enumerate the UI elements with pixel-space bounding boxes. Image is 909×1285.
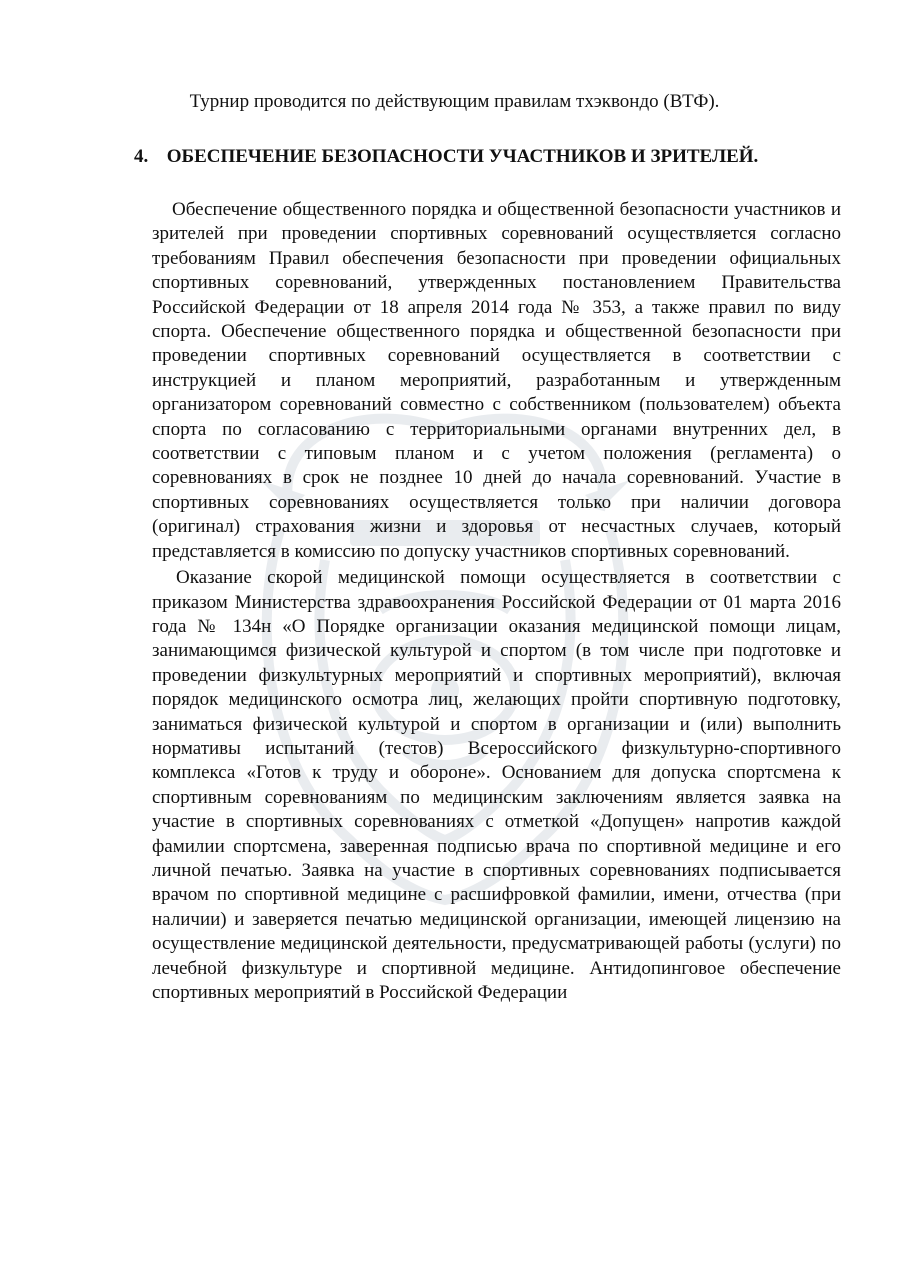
section-number: 4. <box>134 146 149 167</box>
section-heading <box>134 143 854 171</box>
paragraph-safety: Обеспечение общественного порядка и общественной безопасности участников и зрителей при проведении спортивных соревнований осуществляется согласно требованиям Правил обеспечения безопасности при проведении официальных спортивных соревнований, утвержденных постановлением Правительства Российской Федерации от 18 апреля 2014 года № 353, а также правил по виду спорта. Обеспечение общественного порядка и общественной безопасности при проведении спортивных соревнований осуществляется в соответствии с инструкцией и планом мероприятий, разработанным и утвержденным организатором соревнований совместно с собственником (пользователем) объекта спорта по согласованию с территориальными органами внутренних дел, в соответствии с типовым планом и с учетом положения (регламента) о соревнованиях в срок не позднее 10 дней до начала соревнований. Участие в спортивных соревнованиях осуществляется только при наличии договора (оригинал) страхования жизни и здоровья от несчастных случаев, который представляется в комиссию по допуску участников спортивных соревнований. <box>152 199 841 562</box>
section-title: ОБЕСПЕЧЕНИЕ БЕЗОПАСНОСТИ УЧАСТНИКОВ И ЗРИТЕЛЕЙ. <box>166 146 759 167</box>
intro-line: Турнир проводится по действующим правилам тхэквондо (ВТФ). <box>189 91 720 112</box>
section-body <box>152 198 841 1005</box>
paragraph-medical: Оказание скорой медицинской помощи осуществляется в соответствии с приказом Министерства здравоохранения Российской Федерации от 01 марта 2016 года № 134н «О Порядке организации оказания медицинской помощи лицам, занимающимся физической культурой и спортом (в том числе при подготовке и проведении физкультурных мероприятий и спортивных мероприятий), включая порядок медицинского осмотра лиц, желающих пройти спортивную подготовку, заниматься физической культурой и спортом в организации и (или) выполнить нормативы испытаний (тестов) Всероссийского физкультурно-спортивного комплекса «Готов к труду и обороне». Основанием для допуска спортсмена к спортивным соревнованиям по медицинским заключениям является заявка на участие в спортивных соревнованиях с отметкой «Допущен» напротив каждой фамилии спортсмена, заверенная подписью врача по спортивной медицине и его личной печатью. Заявка на участие в спортивных соревнованиях подписывается врачом по спортивной медицине с расшифровкой фамилии, имени, отчества (при наличии) и заверяется печатью медицинской организации, имеющей лицензию на осуществление медицинской деятельности, предусматривающей работы (услуги) по лечебной физкультуре и спортивной медицине. Антидопинговое обеспечение спортивных мероприятий в Российской Федерации <box>152 567 841 1003</box>
